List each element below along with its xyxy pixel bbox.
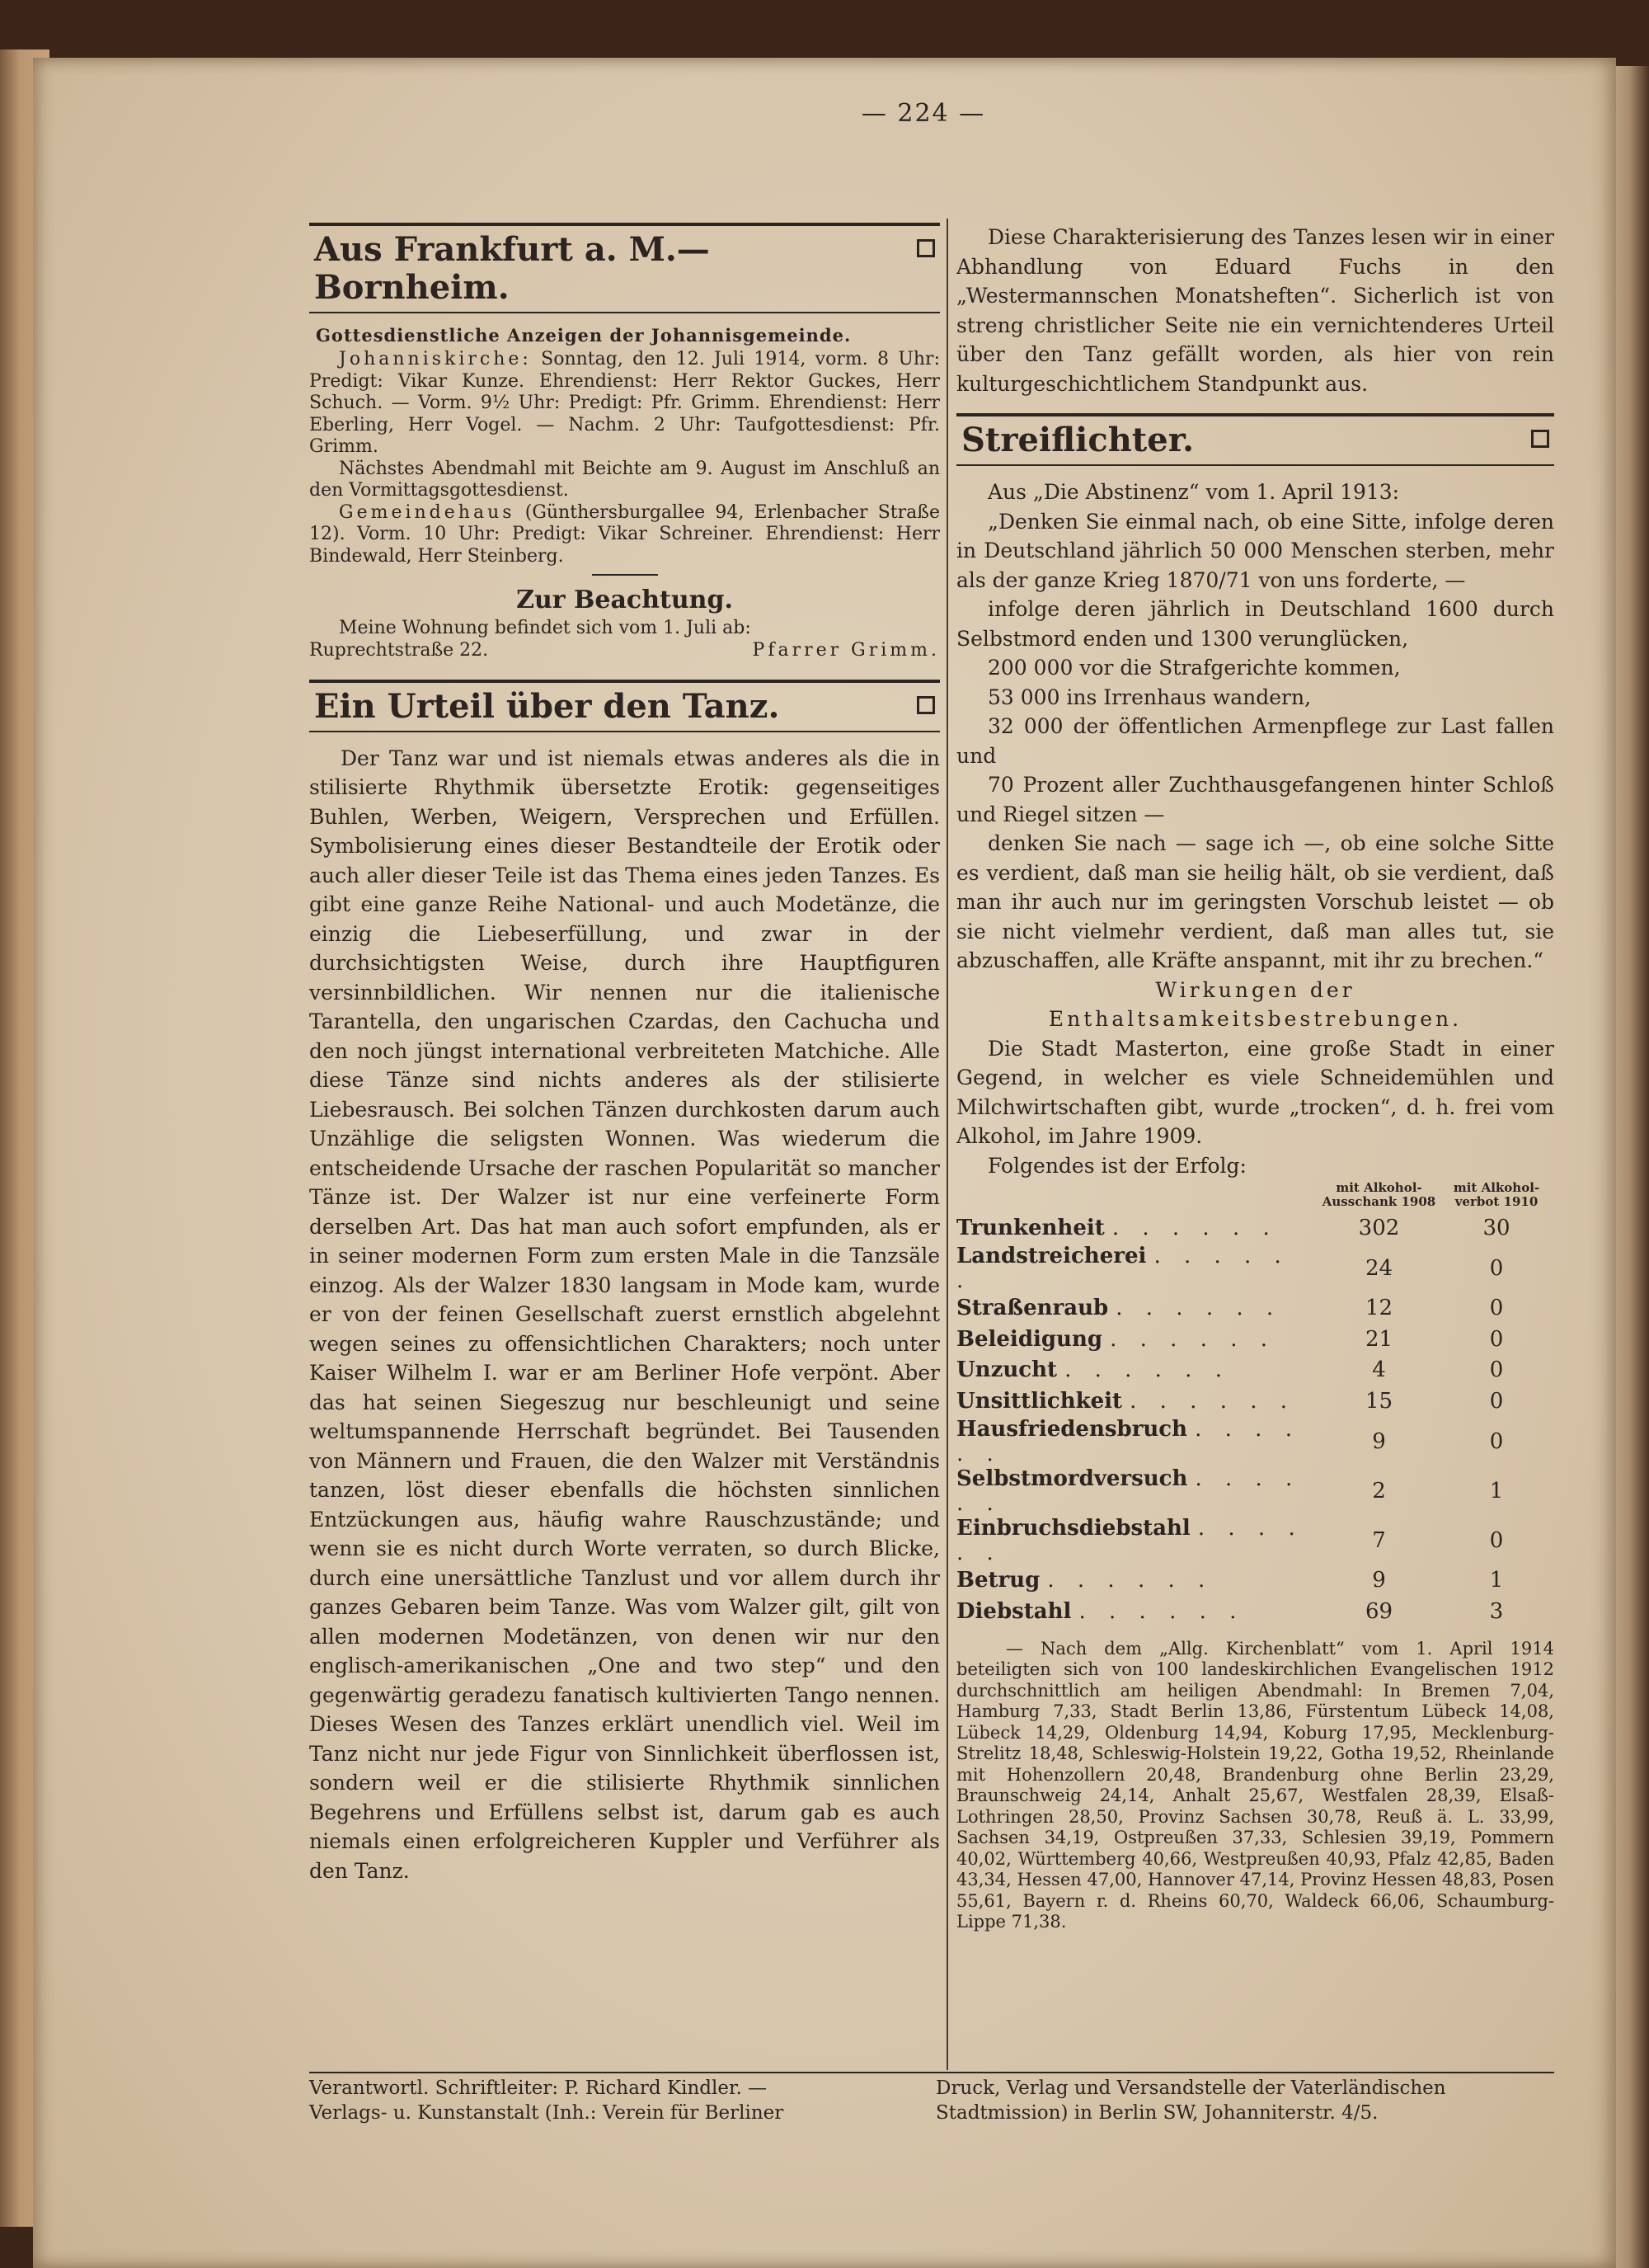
frankfurt-paragraph: [309, 502, 940, 568]
value-1908: 24: [1365, 1255, 1393, 1281]
imprint-right: [936, 2076, 1554, 2125]
table-row: [956, 1466, 1554, 1516]
value-1910: 0: [1489, 1358, 1504, 1383]
frankfurt-paragraph: [309, 349, 940, 459]
row-label-text: Hausfriedensbruch: [956, 1416, 1188, 1442]
frankfurt-subtitle: Gottesdienstliche Anzeigen der Johannisgemeinde.: [316, 325, 852, 346]
leader-dots: . . . . . .: [956, 1515, 1304, 1565]
leader-dots: . . . . . .: [956, 1416, 1300, 1466]
value-1908: 2: [1372, 1478, 1386, 1503]
table-row: [956, 1516, 1554, 1565]
row-label-text: Landstreicherei: [956, 1243, 1147, 1268]
imprint-line: Verantwortl. Schriftleiter: P. Richard Kindler. —: [309, 2077, 768, 2099]
quote-start: „Denken Sie einmal nach, ob eine Sitte, infolge deren in Deutschland jährlich 50 000 Menschen sterben, mehr als der ganze Krieg 1870/71 von uns forderte, —: [956, 509, 1554, 592]
quote-line: 32 000 der öffentlichen Armenpflege zur Last fallen und: [956, 714, 1554, 768]
row-label: [956, 1212, 1319, 1244]
table-row: [956, 1596, 1554, 1627]
value-1910: 0: [1489, 1388, 1504, 1414]
frankfurt-abendmahl: Nächstes Abendmahl mit Beichte am 9. August im Anschluß an den Vormittagsgottesdienst.: [309, 458, 940, 501]
leader-dots: . . . . . .: [1047, 1568, 1214, 1593]
imprint-line: Stadtmission) in Berlin SW, Johanniterstr. 4/5.: [936, 2102, 1379, 2124]
value-1908: 302: [1358, 1215, 1400, 1240]
header-empty: [956, 1180, 1319, 1212]
notice-text: [309, 618, 940, 640]
section-heading-tanz: [309, 680, 940, 732]
notice-address: Ruprechtstraße 22.: [309, 639, 489, 661]
tanz-source: [956, 223, 1554, 398]
row-label-text: Trunkenheit: [956, 1215, 1105, 1240]
value-1908: 9: [1372, 1428, 1386, 1454]
value-1908: 12: [1365, 1296, 1393, 1321]
header-col-1910: mit Alkohol-verbot 1910: [1453, 1180, 1540, 1209]
row-label: [956, 1386, 1319, 1417]
quote-line: 200 000 vor die Strafgerichte kommen,: [988, 656, 1401, 680]
short-divider: [592, 574, 658, 576]
right-column: [956, 223, 1554, 1933]
imprint-line: Verlags- u. Kunstanstalt (Inh.: Verein für Berliner: [309, 2102, 784, 2124]
frankfurt-announcements: [309, 349, 940, 567]
imprint-line: Druck, Verlag und Versandstelle der Vaterländischen: [936, 2077, 1446, 2099]
quote-end: denken Sie nach — sage ich —, ob eine solche Sitte es verdient, daß man sie heilig hält, ob sie verdient, daß man ihr auch nur im geringsten Vorschub leistet — ob sie nicht vielmehr verdient, daß man alles tut, sie abzuschaffen, alle Kräfte anspannt, mit ihr zu brechen.“: [956, 831, 1554, 972]
abendmahl-statistics: [956, 1639, 1554, 1933]
tanz-body: Der Tanz war und ist niemals etwas anderes als die in stilisierte Rhythmik übersetzte Erotik: gegenseitiges Buhlen, Werben, Weigern, Versprechen und Erfüllen. Symbolisierung eines dieser Bestandteile der Erotik oder auch aller dieser Teile ist das Thema eines jeden Tanzes. Es gibt eine ganze Reihe National- und auch Modetänze, die einzig die Liebeserfüllung, und zwar in der durchsichtigsten Weise, durch ihre Hauptfiguren versinnbildlichen. Wir nennen nur die italienische Tarantella, den ungarischen Czardas, den Cachucha und den noch jüngst international verbreiteten Matchiche. Alle diese Tänze sind nichts anderes als der stilisierte Liebesrausch. Bei solchen Tänzen durchkosten darum auch Unzählige die seligsten Wonnen. Was wiederum die entscheidende Ursache der raschen Popularität so mancher Tänze ist. Der Walzer ist nur eine verfeinerte Form derselben Art. Das hat man auch sofort empfunden, als er in seiner modernen Form zum ersten Male in die Tanzsäle einzog. Als der Walzer 1830 langsam in Mode kam, wurde er von der feinen Gesellschaft zuerst ernstlich abgelehnt wegen seines zu offensichtlichen Charakters; noch unter Kaiser Wilhelm I. war er am Berliner Hofe verpönt. Aber das hat seinen Siegeszug nur beschleunigt und seine weltumspannende Herrschaft begründet. Bei Tausenden von Männern und Frauen, die den Walzer mit Verständnis tanzen, löst dieser ebenfalls die höchsten sinnlichen Entzückungen aus, häufig wahre Rauschzustände; und wenn sie es nicht durch Worte verraten, so durch Blicke, durch eine unersättliche Tanzlust und vor allem durch ihr ganzes Gebaren beim Tanze. Was vom Walzer gilt, gilt von allen modernen Modetänzen, von denen wir nur den englisch-amerikanischen „One and two step“ und den gegenwärtig geradezu fanatisch kultivierten Tango nennen. Dieses Wesen des Tanzes erklärt unendlich viel. Weil im Tanz nicht nur jede Figur von Sinnlichkeit überflossen ist, sondern weil er die stilisierte Rhythmik sinnlichen Begehrens und Erfüllens selbst ist, darum gab es auch niemals einen erfolgreicheren Kuppler und Verführer als den Tanz.: [309, 746, 940, 1883]
enthaltsamkeit-heading: Wirkungen der Enthaltsamkeitsbestrebungen.: [1048, 977, 1463, 1031]
crime-statistics-table: [956, 1180, 1554, 1627]
frankfurt-title: Aus Frankfurt a. M.—Bornheim.: [314, 230, 710, 307]
abstinenz-intro: Aus „Die Abstinenz“ vom 1. April 1913:: [988, 480, 1400, 504]
row-label-text: Beleidigung: [956, 1326, 1103, 1352]
leader-dots: . . . . . .: [1064, 1358, 1230, 1383]
leader-dots: . . . . . .: [956, 1243, 1290, 1293]
end-box-icon: [917, 696, 935, 714]
value-1908: 21: [1365, 1326, 1393, 1352]
section-heading-streiflichter: [956, 413, 1554, 466]
table-row: [956, 1244, 1554, 1293]
table-body: [956, 1212, 1554, 1627]
footer-divider: [309, 2072, 1554, 2073]
row-label: [956, 1516, 1319, 1565]
value-1910: 0: [1489, 1255, 1504, 1281]
header-col-1908: mit Alkohol-Ausschank 1908: [1322, 1180, 1436, 1209]
quote-line: 70 Prozent aller Zuchthausgefangenen hinter Schloß und Riegel sitzen —: [956, 773, 1554, 826]
page-number: — 224 —: [861, 99, 986, 128]
leader-dots: . . . . . .: [1130, 1388, 1296, 1414]
value-1910: 30: [1482, 1215, 1510, 1240]
value-1910: 0: [1489, 1296, 1504, 1321]
result-label: Folgendes ist der Erfolg:: [988, 1153, 1247, 1178]
row-label: [956, 1466, 1319, 1516]
value-1908: 9: [1372, 1568, 1386, 1593]
row-label-text: Unsittlichkeit: [956, 1388, 1123, 1414]
row-label: [956, 1565, 1319, 1597]
section-heading-frankfurt: [309, 223, 940, 313]
table-row: [956, 1293, 1554, 1325]
gemeindehaus-name: Gemeindehaus: [339, 501, 515, 523]
table-row: [956, 1355, 1554, 1386]
row-label: [956, 1417, 1319, 1466]
row-label: [956, 1355, 1319, 1386]
row-label: [956, 1324, 1319, 1355]
row-label-text: Unzucht: [956, 1358, 1057, 1383]
table-row: [956, 1324, 1554, 1355]
value-1910: 0: [1489, 1428, 1504, 1454]
column-divider: [947, 219, 948, 2070]
leader-dots: . . . . . .: [1111, 1215, 1278, 1240]
row-label-text: Selbstmordversuch: [956, 1466, 1188, 1491]
notice-line: Meine Wohnung befindet sich vom 1. Juli ab:: [339, 618, 751, 638]
value-1908: 4: [1372, 1358, 1386, 1383]
value-1910: 0: [1489, 1326, 1504, 1352]
leader-dots: . . . . . .: [1116, 1296, 1282, 1321]
leader-dots: . . . . . .: [1078, 1598, 1245, 1624]
left-column: [309, 223, 940, 1885]
tanz-article: [309, 744, 940, 1886]
imprint-left: [309, 2076, 936, 2125]
value-1908: 7: [1372, 1527, 1386, 1553]
table-row: [956, 1565, 1554, 1597]
value-1910: 1: [1489, 1568, 1504, 1593]
leader-dots: . . . . . .: [956, 1466, 1301, 1516]
value-1910: 3: [1489, 1598, 1504, 1624]
abendmahl-paragraph: — Nach dem „Allg. Kirchenblatt“ vom 1. April 1914 beteiligten sich von 100 landeskirchlichen Evangelischen 1912 durchschnittlich am heiligen Abendmahl: In Bremen 7,04, Hamburg 7,33, Stadt Berlin 13,86, Fürstentum Lübeck 14,08, Lübeck 14,29, Oldenburg 14,94, Koburg 17,95, Mecklenburg-Strelitz 18,48, Schleswig-Holstein 19,22, Gotha 19,52, Rheinlande mit Hohenzollern 20,48, Brandenburg ohne Berlin 23,29, Braunschweig 24,14, Anhalt 25,67, Westfalen 28,39, Elsaß-Lothringen 28,50, Provinz Sachsen 30,78, Reuß ä. L. 33,99, Sachsen 34,19, Ostpreußen 37,33, Schlesien 39,19, Pommern 40,02, Württemberg 40,66, Westpreußen 40,93, Pfalz 42,85, Baden 43,34, Hessen 47,00, Hannover 47,14, Provinz Hessen 48,83, Posen 55,61, Bayern r. d. Rheins 60,70, Waldeck 66,06, Schaumburg-Lippe 71,38.: [956, 1638, 1554, 1932]
abstinenz-quote: [956, 478, 1554, 1180]
notice-signature-row: [309, 640, 940, 661]
frankfurt-services: Sonntag, den 12. Juli 1914, vorm. 8 Uhr: Predigt: Vikar Kunze. Ehrendienst: Herr Rektor Guckes, Herr Schuch. — Vorm. 9½ Uhr: Predigt: Pfr. Grimm. Ehrendienst: Herr Eberling, Herr Vogel. — Nachm. 2 Uhr: Taufgottesdienst: Pfr. Grimm.: [309, 349, 940, 457]
end-box-icon: [1531, 430, 1549, 448]
row-label-text: Betrug: [956, 1568, 1041, 1593]
value-1910: 1: [1489, 1478, 1504, 1503]
row-label-text: Straßenraub: [956, 1296, 1109, 1321]
row-label: [956, 1293, 1319, 1325]
row-label-text: Einbruchsdiebstahl: [956, 1515, 1191, 1541]
row-label: [956, 1244, 1319, 1293]
gemeindehaus-services: (Günthersburgallee 94, Erlenbacher Straße 12). Vorm. 10 Uhr: Predigt: Vikar Schreiner. Ehrendienst: Herr Bindewald, Herr Steinberg.: [309, 501, 940, 567]
row-label: [956, 1596, 1319, 1627]
quote-line: 53 000 ins Irrenhaus wandern,: [988, 685, 1312, 709]
tanz-title: Ein Urteil über den Tanz.: [314, 686, 780, 726]
value-1908: 15: [1365, 1388, 1393, 1414]
masterton-paragraph: Die Stadt Masterton, eine große Stadt in einer Gegend, in welcher es viele Schneidemühlen und Milchwirtschaften gibt, wurde „trocken“, d. h. frei vom Alkohol, im Jahre 1909.: [956, 1036, 1554, 1148]
value-1908: 69: [1365, 1598, 1393, 1624]
end-box-icon: [917, 239, 935, 257]
value-1910: 0: [1489, 1527, 1504, 1553]
notice-title: Zur Beachtung.: [516, 586, 733, 614]
table-row: [956, 1417, 1554, 1466]
row-label-text: Diebstahl: [956, 1598, 1072, 1624]
quote-line: infolge deren jährlich in Deutschland 1600 durch Selbstmord enden und 1300 verunglücken,: [956, 597, 1554, 651]
table-row: [956, 1212, 1554, 1244]
streiflichter-title: Streiflichter.: [961, 421, 1195, 459]
table-row: [956, 1386, 1554, 1417]
notice-signature: Pfarrer Grimm.: [752, 639, 940, 661]
table-header-row: [956, 1180, 1554, 1212]
church-name: Johanniskirche:: [339, 349, 532, 369]
leader-dots: . . . . . .: [1110, 1326, 1276, 1352]
tanz-source-paragraph: Diese Charakterisierung des Tanzes lesen wir in einer Abhandlung von Eduard Fuchs in den „Westermannschen Monatsheften“. Sicherlich ist von streng christlicher Seite nie ein vernichtenderes Urteil über den Tanz gefällt worden, als hier von rein kulturgeschichtlichem Standpunkt aus.: [956, 225, 1554, 396]
